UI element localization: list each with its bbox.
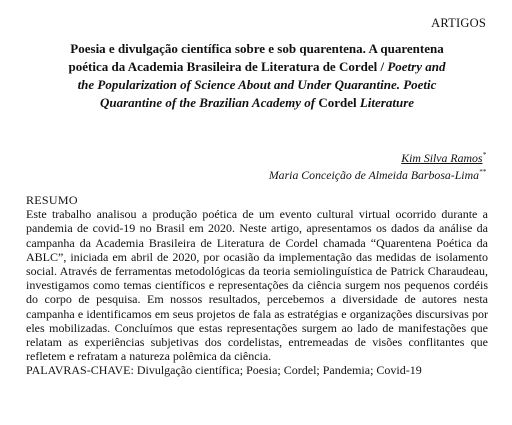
title-line-4-part-b: Literature — [356, 95, 415, 110]
author-1-name: Kim Silva Ramos — [401, 151, 483, 165]
title-line-2-english: Poetry and — [387, 59, 446, 74]
author-1-footnote-mark: * — [482, 151, 486, 160]
author-2 — [269, 167, 486, 184]
abstract-heading: RESUMO — [26, 193, 78, 207]
title-line-1: Poesia e divulgação científica sobre e sob quarentena. A quarentena — [70, 41, 444, 56]
author-list — [269, 150, 486, 184]
title-line-4 — [24, 94, 490, 112]
title-line-4-part-a: Quarantine of the Brazilian Academy of — [99, 95, 319, 110]
keywords-line: PALAVRAS-CHAVE: Divulgação científica; Poesia; Cordel; Pandemia; Covid-19 — [26, 363, 422, 378]
author-2-name: Maria Conceição de Almeida Barbosa-Lima — [268, 168, 479, 182]
title-line-2 — [24, 58, 490, 76]
section-label: ARTIGOS — [431, 16, 486, 30]
title-line-2-portuguese: poética da Academia Brasileira de Literatura de Cordel / — [68, 59, 388, 74]
title-line-3: the Popularization of Science About and Under Quarantine. Poetic — [77, 77, 437, 92]
abstract-body: Este trabalho analisou a produção poética de um evento cultural virtual ocorrido durante a pandemia de covid-19 no Brasil em 2020. Neste artigo, apresentamos os dados da análise da campanha da Academia Brasileira de Literatura de Cordel chamada “Quarentena Poética da ABLC”, iniciada em abril de 2020, por ocasião da implementação das medidas de isolamento social. Através de ferramentas metodológicas da teoria semiolinguística de Patrick Charaudeau, investigamos como temas científicos e representações da ciência surgem nos pequenos cordéis do corpo de pesquisa. Em nossos resultados, percebemos a diversidade de autores nesta campanha e identificamos em seus projetos de fala as estratégias e organizações discursivas por eles mobilizadas. Concluímos que estas representações surgem ao lado de manifestações que relatam as experiências subjetivas dos cordelistas, entremeadas de visões conflitantes que refletem e refratam a natureza polêmica da ciência. — [26, 207, 488, 364]
title-line-4-cordel: Cordel — [318, 95, 357, 110]
abstract-section — [26, 193, 488, 378]
author-1 — [269, 150, 486, 167]
article-title — [24, 40, 490, 112]
author-2-footnote-mark: ** — [479, 168, 486, 177]
